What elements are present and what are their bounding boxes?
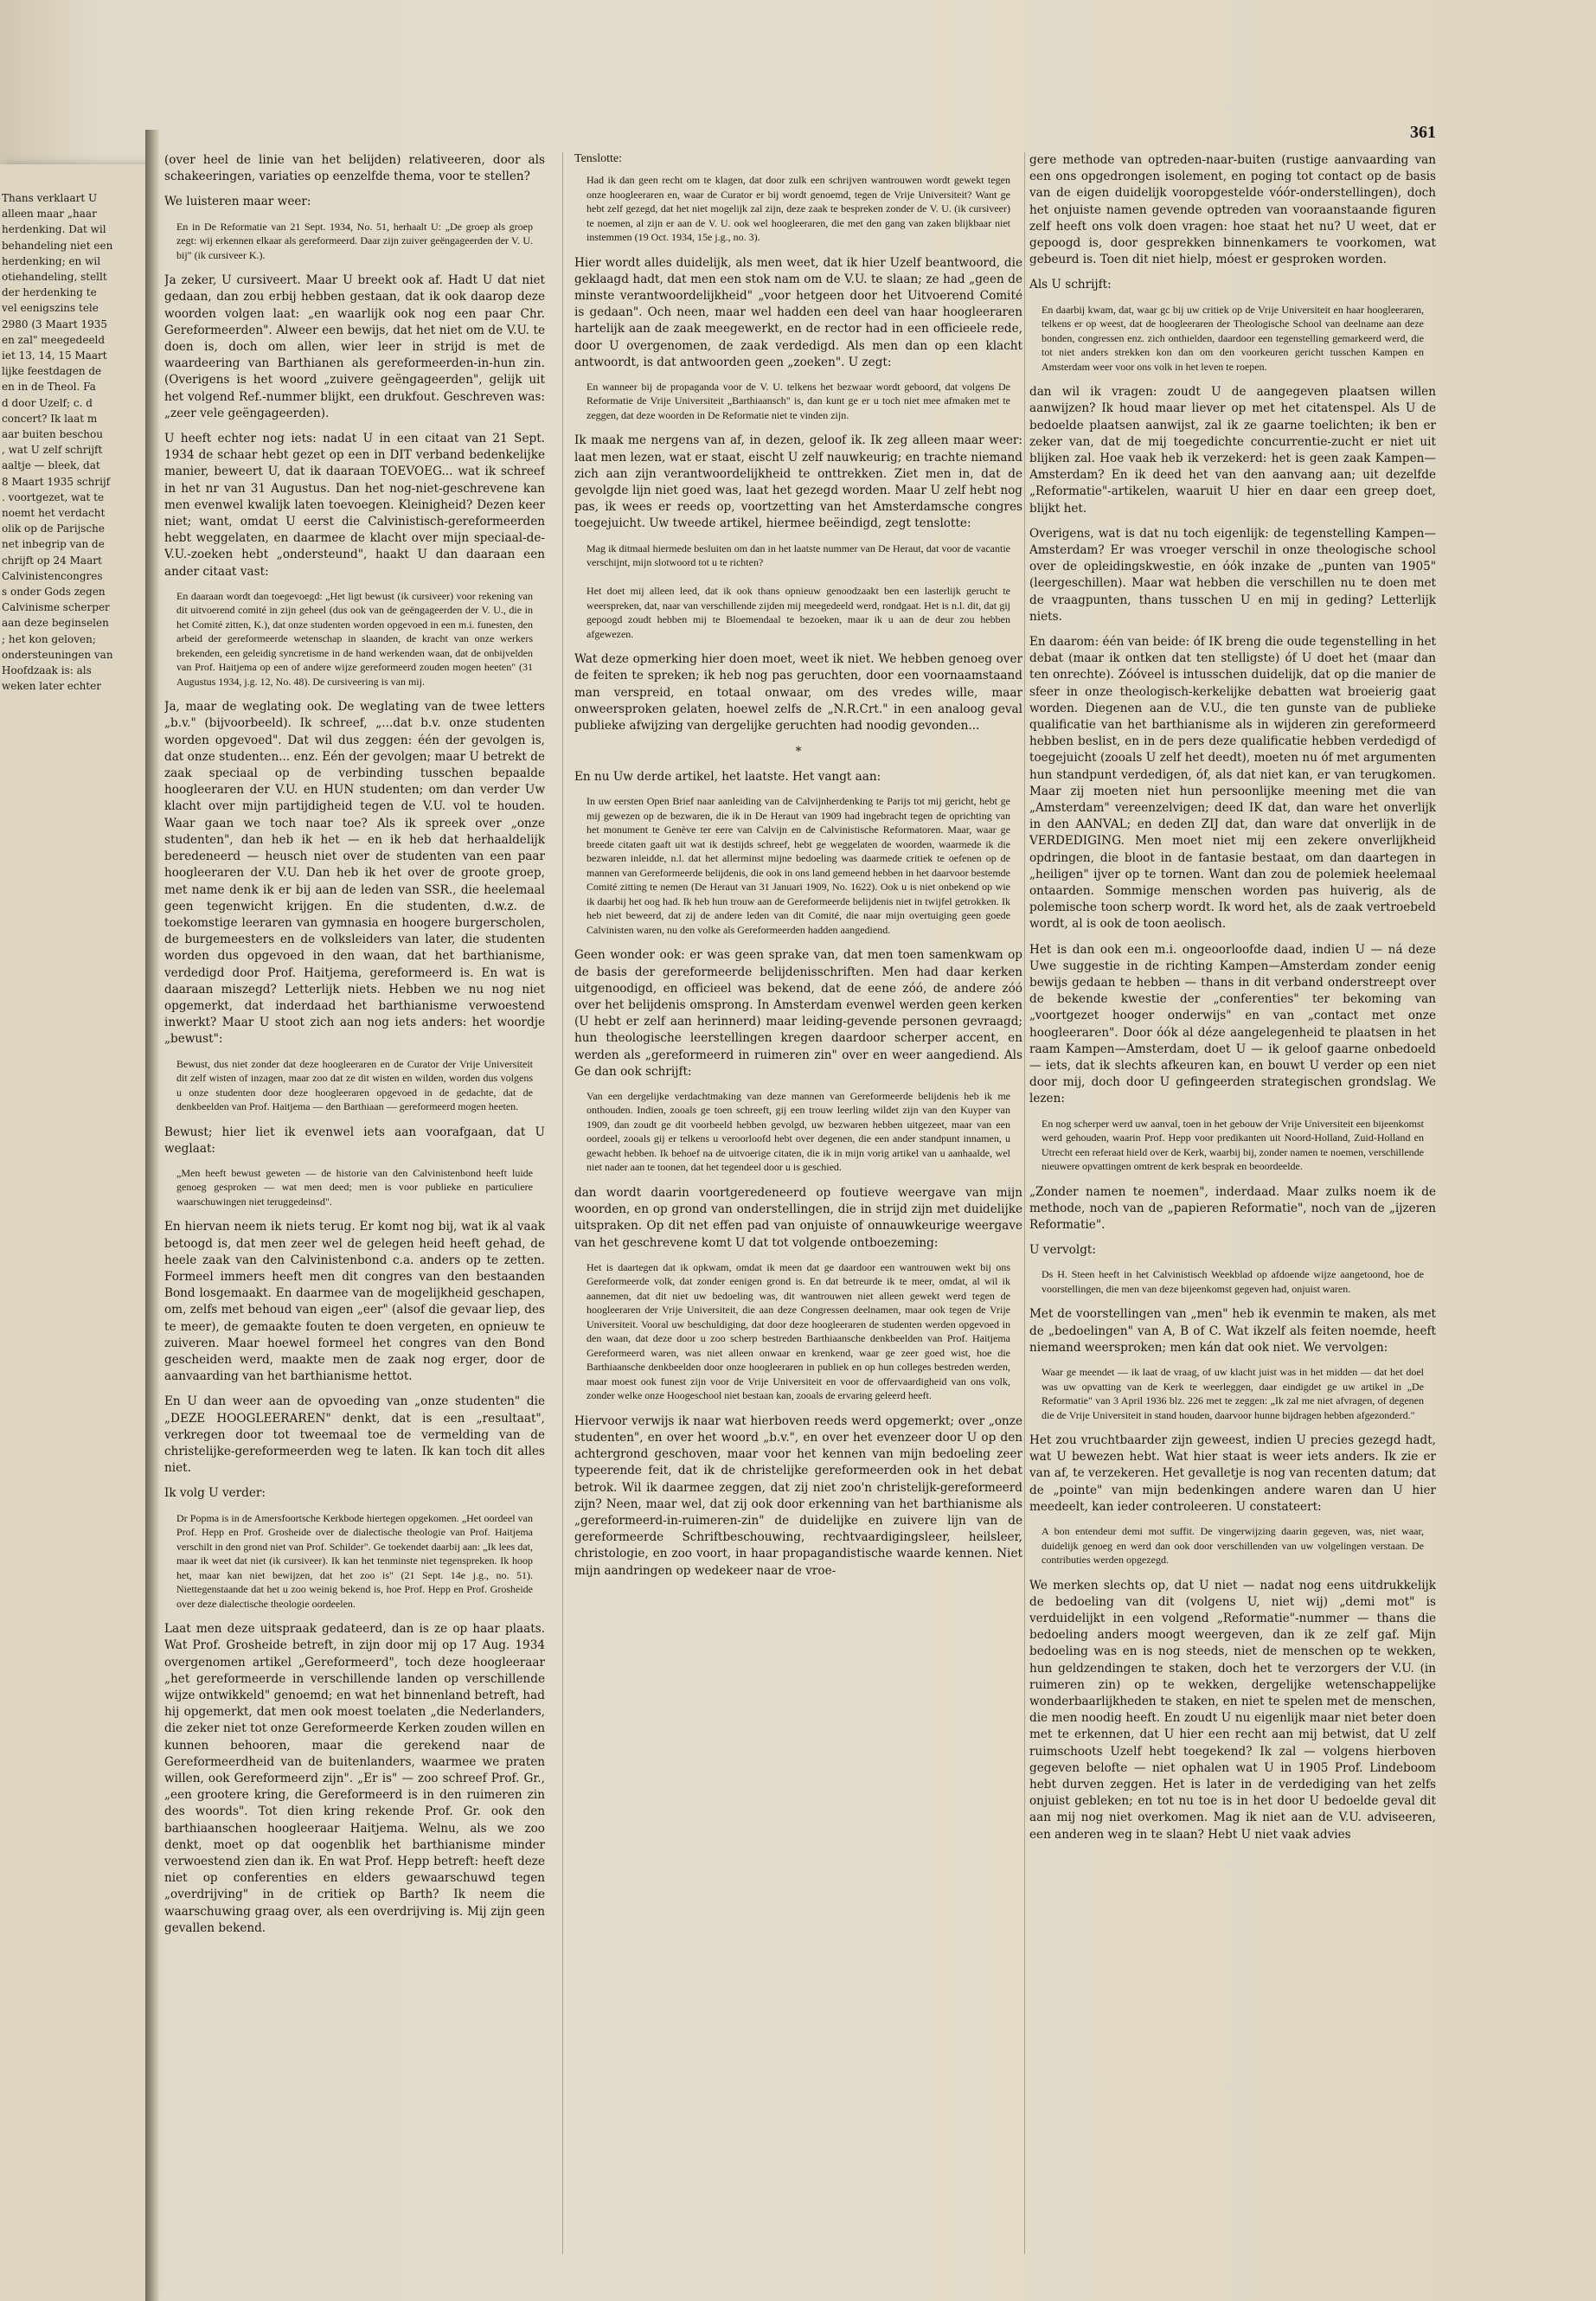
body-text: Geen wonder ook: er was geen sprake van, dat men toen samenkwam op de basis der gereformeerde belijdenisschriften. Men had daar kerken uitgenoodigd, en officieel was bekend, dat de eene zóó, de andere zóó over het belijdenis omsprong. In Amsterdam evenwel werden geen kerken (U hebt er zelf aan herinnerd) maar leiding-gevende personen gevraagd; hun theologische leerstellingen kregen daardoor scherper accent, en werden als „gereformeerd in ruimeren zin" over en weer aangediend. Als Ge dan ook schrijft: xyxy=(574,948,1022,1079)
left-page-text-fragment: net inbegrip van de xyxy=(2,538,105,551)
body-text: Overigens, wat is dat nu toch eigenlijk: de tegenstelling Kampen—Amsterdam? Er was vroeger verschil in onze theologische school over de opleidingskwestie, en óók inzake de „punten van 1905" (leergeschillen). Maar wat hebben die verschillen nu te doen met de vraagpunten, thans tusschen U en mij in geding? Letterlijk niets. xyxy=(1029,526,1436,624)
section-heading: Tenslotte: xyxy=(574,152,623,165)
body-text: gere methode van optreden-naar-buiten (rustige aanvaarding van een ons opgedrongen isolement, en poging tot contact op de basis van de eigen duidelijk vooropgestelde vóór-onderstellingen), doch het onjuiste namen gevende optreden van vooraanstaande figuren zelf heeft ons volk doen vragen: hoe staat het nu? U weet, dat er gepoogd is, door gesprekken binnenkamers te voorkomen, wat gebeurd is. Toen dit niet hielp, móest er gesproken worden. xyxy=(1029,153,1436,267)
left-page-text-fragment: s onder Gods zegen xyxy=(2,586,106,598)
left-page-text-fragment: chrijft op 24 Maart xyxy=(2,554,102,567)
section-divider: * xyxy=(795,745,802,760)
quote: En daarbij kwam, dat, waar gc bij uw critiek op de Vrije Universiteit en haar hoogleeraren, telkens er op weest, dat de hoogleeraren der Theologische School van deelname aan deze bonden, congressen enz. zich onthielden, daardoor een tegenstelling gemarkeerd werd, die tot niet anders strekken kon dan om den voorkeuren gericht tusschen Kampen en Amsterdam weer voor ons volk in het leven te roepen. xyxy=(1042,303,1424,373)
left-page-fragment xyxy=(0,164,147,2301)
body-text: We luisteren maar weer: xyxy=(164,195,311,209)
left-page-text-fragment: otiehandeling, stellt xyxy=(2,271,107,283)
quote: A bon entendeur demi mot suffit. De vingerwijzing daarin gegeven, was, niet waar, duidelijk genoeg en werd dan ook door verschillenden van uw volgelingen verstaan. De contributies werden opgezegd. xyxy=(1042,1525,1424,1567)
left-page-text-fragment: . voortgezet, wat te xyxy=(2,490,105,503)
quote: Mag ik ditmaal hiermede besluiten om dan in het laatste nummer van De Heraut, dat voor de vacantie verschijnt, mijn slotwoord tot u te richten? Het doet mij alleen leed, dat ik ook thans opnieuw genoodzaakt ben een lasterlijk gerucht te weerspreken, dat, naar van verschillende zijden mij meegedeeld werd, rondgaat. Het is n.l. dit, dat gij gepoogd zoudt hebben mij te Bloemendaal te bezoeken, maar ik u aan de deur zou hebben afgewezen. xyxy=(586,542,1010,640)
body-text: En U dan weer aan de opvoeding van „onze studenten" die „DEZE HOOGLEERAREN" denkt, dat is een „resultaat", verkregen door tot tweemaal toe de vermelding van de christelijke-gereformeerden weg te laten. Ik kan toch dit alles niet. xyxy=(164,1394,545,1476)
column-2 xyxy=(574,152,1022,2263)
column-divider xyxy=(1024,152,1025,2254)
body-text: dan wil ik vragen: zoudt U de aangegeven plaatsen willen aanwijzen? Ik houd maar liever op met het citatenspel. Als U de bedoelde plaatsen aanwijst, zal ik ze gaarne toelichten; ik ben er zeker van, dat de mij toegedichte concurrentie-zucht er niet uit blijken zal. Hoe vaak heb ik verzekerd: het is geen zaak Kampen—Amsterdam? En ik deed het van den aanvang aan; uit dezelfde „Reformatie"-artikelen, waaruit U hier en daar een greep doet, blijkt het. xyxy=(1029,385,1436,516)
left-page-text-fragment: en zal" meegedeeld xyxy=(2,333,106,346)
left-page-text-fragment: herdenking; en wil xyxy=(2,254,101,267)
body-text: Hier wordt alles duidelijk, als men weet, dat ik hier Uzelf beantwoord, die geklaagd hadt, dat men een stok nam om de V.U. te slaan; ze had „geen de minste verantwoordelijkheid" „voor hetgeen door het Uitvoerend Comité is gedaan". Och neen, maar wel hadden een deel van haar hoogleeraren hartelijk aan de zaak meegewerkt, en de rector had in een officieele rede, door U overgenomen, de zaak verdedigd. Als men dan op een klacht antwoordt, is dat antwoorden geen „zoeken". U zegt: xyxy=(574,255,1022,369)
left-page-text-fragment: aar buiten beschou xyxy=(2,428,103,440)
body-text: En nu Uw derde artikel, het laatste. Het vangt aan: xyxy=(574,770,881,785)
quote: En nog scherper werd uw aanval, toen in het gebouw der Vrije Universiteit een bijeenkomst werd gehouden, waarin Prof. Hepp voor predikanten uit Noord-Holland, Zuid-Holland en Utrecht een referaat hield over de Kerk, waarbij bij, zonder namen te noemen, verschillende nieuwere opvattingen omtrent de kerk besprak en beoordeelde. xyxy=(1042,1117,1424,1173)
left-page-text-fragment: Hoofdzaak is: als xyxy=(2,664,92,676)
body-text: Laat men deze uitspraak gedateerd, dan is ze op haar plaats. Wat Prof. Grosheide betreft, in zijn door mij op 17 Aug. 1934 overgenomen artikel „Gereformeerd", toch deze hoogleeraar „het gereformeerde in verschillende landen op verschillende wijze ontwikkeld" genoemd; en wat het binnenland betreft, had hij opgemerkt, dat men ook moest toelaten „die Nederlanders, die zeker niet tot onze Gereformeerde Kerken zouden willen en kunnen behooren, maar die gerekend naar de Gereformeerdheid van de buitenlanders, waarmee we praten willen, ook Gereformeerd zijn". „Er is" — zoo schreef Prof. Gr., „een grootere kring, die Gereformeerd is in den ruimeren zin des woords". Tot dien kring rekende Prof. Gr. ook den barthiaanschen hoogleeraar Haitjema. Welnu, als we zoo denkt, moet op dat oogenblik het barthianisme minder verwoestend zien dan ik. En wat Prof. Hepp betreft: heeft deze niet op conferenties en elders gewaarschuwd tegen „overdrijving" in de critiek op Barth? Ik neem die waarschuwing graag over, als een overdrijving is. Mij zijn geen gevallen bekend. xyxy=(164,1622,545,1935)
left-page-text-fragment: d door Uzelf; c. d xyxy=(2,396,93,409)
left-page-text-fragment: noemt het verdacht xyxy=(2,507,106,519)
body-text: Ja, maar de weglating ook. De weglating van de twee letters „b.v." (bijvoorbeeld). Ik schreef, „...dat b.v. onze studenten worden opgevoed". Dat wil dus zeggen: één der gevolgen is, dat onze studenten... enz. Eén der gevolgen; maar U betrekt de zaak speciaal op de verbinding tusschen bepaalde hoogleeraren der V.U. en HUN studenten; om dan verder Uw klacht over mijn partijdigheid tegen de V.U. vol te houden. Waar gaan we toch naar toe? Als ik spreek over „onze studenten", dan heb ik het — en ik heb dat herhaaldelijk beredeneerd — heusch niet over de studenten van een paar hoogleeraren der V.U. Dan heb ik het over de groote groep, met name denk ik er bij aan de leden van SSR., die heelemaal geen tegenwicht krijgen. En die studenten, d.w.z. de toekomstige leeraren van gymnasia en hoogere burgerscholen, de burgemeesters en de volksleiders van later, die studenten worden dus opgevoed in den waan, dat het barthianisme, verdedigd door Prof. Haitjema, gereformeerd is. En wat is daaraan miszegd? Letterlijk niets. Hebben we nu nog niet opgemerkt, dat inderdaad het barthianisme verwoestend inwerkt? Maar U stoot zich aan nog iets anders: het woordje „bewust": xyxy=(164,700,545,1047)
left-page-text-fragment: olik op de Parijsche xyxy=(2,522,105,535)
body-text: Het zou vruchtbaarder zijn geweest, indien U precies gezegd hadt, wat U bewezen hebt. Wat hier staat is weer iets anders. Ik zie er van af, te verzekeren. Het gevalletje is nog van recenten datum; dat de „pointe" van mijn bedenkingen andere waren dan U hier meedeelt, kan ieder controleeren. U constateert: xyxy=(1029,1433,1436,1514)
body-text: U heeft echter nog iets: nadat U in een citaat van 21 Sept. 1934 de schaar hebt gezet op een in DIT verband bedenkelijke manier, beweert U, dat ik daaraan TOEVOEG... wat ik schreef in het nr van 31 Augustus. Dan het nog-niet-geschrevene kan men evenwel kwalijk laten toevoegen. Kleinigheid? Dezen keer niet; want, omdat U eerst die Calvinistisch-gereformeerden hebt weggelaten, en daarmee de klacht over mijn speciaal-de-V.U.-zoeken hebt „ondersteund", haakt U dan daaraan een ander citaat vast: xyxy=(164,431,545,579)
left-page-text-fragment: weken later echter xyxy=(2,680,101,693)
body-text: (over heel de linie van het belijden) relativeeren, door als schakeeringen, variaties op eenzelfde thema, voor te stellen? xyxy=(164,153,545,184)
left-page-text-fragment: alleen maar „haar xyxy=(2,208,97,221)
body-text: Bewust; hier liet ik evenwel iets aan voorafgaan, dat U weglaat: xyxy=(164,1125,545,1156)
left-page-text-fragment: vel eenigszins tele xyxy=(2,302,99,315)
page-gutter xyxy=(145,130,159,2301)
column-3 xyxy=(1029,152,1436,2263)
left-page-text-fragment: 2980 (3 Maart 1935 xyxy=(2,317,107,330)
body-text: „Zonder namen te noemen", inderdaad. Maar zulks noem ik de methode, noch van de „papieren Reformatie", noch van de „ijzeren Reformatie". xyxy=(1029,1184,1436,1233)
left-page-text-fragment: behandeling niet een xyxy=(2,239,113,252)
body-text: Ja zeker, U cursiveert. Maar U breekt ook af. Hadt U dat niet gedaan, dan zou erbij hebben gestaan, dat ik ook daarop deze woorden volgen laat: „en waarlijk ook nog een paar Chr. Gereformeerden". Alweer een bewijs, dat het niet om de V.U. te doen is, doch om allen, wier leer in strijd is met de waardeering van Barthianen als gereformeerden-in-hun zin. (Overigens is het woord „zuivere geëngageerden", gelijk uit het volgend Ref.-nummer blijkt, een drukfout. Geschreven was: „zeer vele geëngageerden). xyxy=(164,273,545,420)
quote: „Men heeft bewust geweten — de historie van den Calvinistenbond heeft luide genoeg gesproken — wat men deed; men is voor publieke en particuliere waarschuwingen niet teruggedeinsd". xyxy=(176,1166,533,1208)
body-text: Met de voorstellingen van „men" heb ik evenmin te maken, als met de „bedoelingen" van A, B of C. Wat ikzelf als feiten noemde, heeft niemand weersproken; men kán dat ook niet. We vervolgen: xyxy=(1029,1307,1436,1355)
left-page-text-fragment: herdenking. Dat wil xyxy=(2,223,106,236)
quote: Had ik dan geen recht om te klagen, dat door zulk een schrijven wantrouwen wordt gewekt tegen onze hoogleeraren en, waar de Curator er bij wordt genoemd, tegen de Vrije Universiteit? Want ge hebt zelf gezegd, dat het niet mogelijk zal zijn, deze zaak te bespreken zonder de V. U. (ik cursiveer) te noemen, al zijn er aan de V. U. ook wel hoogleeraren, die met den gang van zaken blijkbaar niet instemmen (19 Oct. 1934, 15e j.g., no. 3). xyxy=(586,174,1010,243)
quote: En wanneer bij de propaganda voor de V. U. telkens het bezwaar wordt geboord, dat volgens De Reformatie de Vrije Universiteit „Barthiaansch" is, dan kunt ge er u toch niet mee afmaken met te zeggen, dat deze woorden in De Reformatie niet te vinden zijn. xyxy=(586,380,1010,421)
body-text: We merken slechts op, dat U niet — nadat nog eens uitdrukkelijk de bedoeling van dit (volgens U, niet wij) „demi mot" is verduidelijkt in een volgend „Reformatie"-nummer — thans die bedoeling anders moogt weergeven, dan ik ze zelf gaf. Mijn bedoeling was en is nog steeds, niet de menschen op te wekken, hun geldzendingen te staken, doch het te verzorgers der V.U. (in ruimeren zin) op te wekken, dergelijke wetenschappelijke wonderbaarlijkheden te staken, en niet te spelen met de menschen, die men noodig heeft. En zoudt U nu eigenlijk maar niet beter doen met te erkennen, dat U hier een recht aan mij betwist, dat U zelf ruimschoots Uzelf hebt toegekend? Ik zal — volgens hierboven gegeven belofte — niet ophalen wat U in 1905 Prof. Lindeboom hebt durven zeggen. Het is later in de verdediging van het zelfs onjuist gebleken; en tot nu toe is in het door U bedoelde geval dit aan mij nog niet overkomen. Mag ik niet aan de V.U. adviseeren, een anderen weg in te slaan? Hebt U niet vaak advies xyxy=(1029,1578,1436,1842)
page-number: 361 xyxy=(1410,123,1436,142)
left-page-text-fragment: 8 Maart 1935 schrijf xyxy=(2,475,111,488)
left-page-text-fragment: Calvinisme scherper xyxy=(2,601,110,614)
left-page-text-fragment: en in de Theol. Fa xyxy=(2,381,96,394)
body-text: Wat deze opmerking hier doen moet, weet ik niet. We hebben genoeg over de feiten te spreken; ik heb nog pas geruchten, door een voornaamstaand man verspreid, en totaal onwaar, om des vredes wille, maar onweersproken gelaten, hoewel zelfs de „N.R.Crt." in een analoog geval publieke afwijzing van dergelijke geruchten had noodig gevonden... xyxy=(574,652,1022,733)
quote: Waar ge meendet — ik laat de vraag, of uw klacht juist was in het midden — dat het doel was uw opvatting van de Kerk te weerleggen, daar eindigdet ge uw artikel in „De Reformatie" van 3 April 1936 blz. 226 met te zeggen: „Ik zal me niet afvragen, of degenen die de Vrije Universiteit in stand houden, daarvoor hunne bijdragen hebben afgezonderd." xyxy=(1042,1366,1424,1421)
left-page-text-fragment: ondersteuningen van xyxy=(2,648,113,661)
body-text: En daarom: één van beide: óf IK breng die oude tegenstelling in het debat (maar ik ontken dat ten stelligste) óf U doet het (maar dan ten onrechte). Zóóveel is intusschen duidelijk, dat op die manier de sfeer in onze theologisch-kerkelijke debatten wat broeierig gaat worden. Diegenen aan de V.U., die ten gunste van de publieke qualificatie van het barthianisme als in wijderen zin gereformeerd hebben beslist, en in de pers deze qualificatie hebben verdedigd of toegejuicht (zooals U zelf het deedt), moeten nu óf met argumenten hun standpunt verdedigen, óf, als dat niet kan, er van terugkomen. Maar zij moeten niet hun persoonlijke meening met die van „Amsterdam" vereenzelvigen; deed IK dat, dan ware het onverlijk in den AANVAL; en deden ZIJ dat, dan ware dat onverlijk in de VERDEDIGING. Men moet niet mij een zekere onverlijkheid opdringen, die bloot in de fantasie bestaat, om dan daartegen in „heiligen" ijver op te tornen. Want dan zou de polemiek heelemaal ontaarden. Sommige menschen worden pas huiverig, als de polemische toon scherp wordt. Ik word het, als de zaak vertroebeld wordt, al is ook de toon aeolisch. xyxy=(1029,634,1436,932)
left-page-text-fragment: Calvinistencongres xyxy=(2,569,103,582)
quote: In uw eersten Open Brief naar aanleiding van de Calvijnherdenking te Parijs tot mij gericht, hebt ge mij gewezen op de bezwaren, die ik in De Heraut van 1909 had ingebracht tegen de oprichting van het monument te Genève ter eere van Calvijn en de Calvinistische Reformatoren. Maar, waar ge breede citaten gaaft uit wat ik destijds schreef, hebt ge weggelaten de woorden, waarmede ik die bezwaren inleidde, n.l. dat het allerminst mijne bedoeling was daarmede critiek te oefenen op de mannen van Gereformeerde belijdenis, die ook in ons land gemeend hebben in het daarvoor bestemde Comité zitting te nemen (De Heraut van 31 Januari 1909, No. 1622). Ook u is niet onbekend op wie ik daarbij het oog had. Ik heb hun trouw aan de Gereformeerde belijdenis niet in twijfel getrokken. Ik heb niet beweerd, dat zij de andere leden van dit Comité, die naar mijn overtuiging geen goede Calvinisten waren, nu den volke als Gereformeerden hadden aangediend. xyxy=(586,795,1010,936)
quote: Bewust, dus niet zonder dat deze hoogleeraren en de Curator der Vrije Universiteit dit zelf wisten of inzagen, maar zoo dat ze dit wisten en wilden, worden dus volgens u onze studenten door deze hoogleeraren opgevoed in de gedachte, dat de denkbeelden van Prof. Haitjema — den Barthiaan — gereformeerd mogen heeten. xyxy=(176,1057,533,1113)
left-page-text-fragment: aan deze beginselen xyxy=(2,617,109,630)
left-page-text-fragment: concert? Ik laat m xyxy=(2,412,98,425)
body-text: Het is dan ook een m.i. ongeoorloofde daad, indien U — ná deze Uwe suggestie in de richting Kampen—Amsterdam zonder eenig bewijs gedaan te hebben — thans in dit verband onderstreept over de bekende kwestie der „conferenties" ter bekoming van „voortgezet hooger onderwijs" en van „contact met onze hoogleeraren". Door óók al déze aangelegenheid te plaatsen in het raam Kampen—Amsterdam, doet U — ik geloof gaarne onbedoeld — iets, dat ik slechts afkeuren kan, en bouwt U verder op een niet door mij, doch door U gefingeerden strategischen grondslag. We lezen: xyxy=(1029,942,1436,1106)
quote: En daaraan wordt dan toegevoegd: „Het ligt bewust (ik cursiveer) voor rekening van dit uitvoerend comité in zijn geheel (dus ook van de geëngageerden der V. U., die in het Comité zitten, K.), dat onze studenten worden opgevoed in een m.i. funesten, den arbeid der gereformeerde wetenschap in slaanden, de kracht van onze werkers brekenden, een geleidig syncretisme in de hand werkenden waan, dat de onbijvelden van Prof. Haitjema op een of andere wijze gereformeerd zouden mogen heeten" (31 Augustus 1934, j.g. 12, No. 48). De cursiveering is van mij. xyxy=(176,589,533,688)
left-page-text-fragment: der herdenking te xyxy=(2,286,97,299)
left-page-text-fragment: iet 13, 14, 15 Maart xyxy=(2,349,107,362)
left-page-text-fragment: Thans verklaart U xyxy=(2,192,98,204)
body-text: U vervolgt: xyxy=(1029,1243,1096,1258)
quote: Van een dergelijke verdachtmaking van deze mannen van Gereformeerde belijdenis heb ik me onthouden. Indien, zooals ge toen schreeft, gij een trouw leerling wildet zijn van den Kuyper van 1909, dan zoudt ge dit voorbeeld hebben gevolgd, uw bezwaren hebben uitgezeet, maar van een oordeel, zooals gij er telkens u veroorloofd hebt over degenen, die een ander standpunt innamen, u gewacht hebben. Ik behoef na de uitvoerige citaten, die ik in mijn vorig artikel van u aanhaalde, wel niet nader aan te toonen, dat het tegendeel door u is geschied. xyxy=(586,1089,1010,1174)
quote: Dr Popma is in de Amersfoortsche Kerkbode hiertegen opgekomen. „Het oordeel van Prof. Hepp en Prof. Grosheide over de dialectische theologie van Prof. Haitjema verschilt in den grond niet van Prof. Schilder". Ge toekendet daarbij aan: „Ik lees dat, maar ik weet dat niet (ik cursiveer). Ik kan het tenminste niet tegenspreken. Ik hoop het, maar kan niet bewijzen, dat het zoo is" (21 Sept. 14e j.g., no. 51). Niettegenstaande dat het u zoo weinig bekend is, hoe Prof. Hepp en Prof. Grosheide over deze dialectische theologie oordeelen. xyxy=(176,1511,533,1610)
quote: Ds H. Steen heeft in het Calvinistisch Weekblad op afdoende wijze aangetoond, hoe de voorstellingen, die men van deze bijeenkomst gegeven had, onjuist waren. xyxy=(1042,1268,1424,1295)
left-page-text-fragment: lijke feestdagen de xyxy=(2,365,102,378)
body-text: dan wordt daarin voortgeredeneerd op foutieve weergave van mijn woorden, en op grond van onderstellingen, die in strijd zijn met duidelijke uitspraken. Op dit net effen pad van onjuiste of onnauwkeurige weergave van het geschrevene komt U dat tot volgende ontboezeming: xyxy=(574,1185,1022,1250)
body-text: Als U schrijft: xyxy=(1029,278,1112,292)
left-page-text-fragment: ; het kon geloven; xyxy=(2,632,96,645)
column-divider xyxy=(562,152,563,2254)
quote: Het is daartegen dat ik opkwam, omdat ik meen dat ge daardoor een wantrouwen wekt bij ons Gereformeerde volk, dat zonder eenigen grond is. En dat betreurde ik te meer, omdat, al wil ik aannemen, dat dit niet uw bedoeling was, dit wantrouwen niet alleen gewekt werd tegen de hoogleeraren der Vrije Universiteit, die aan deze Congressen deelnamen, maar ook tegen de Vrije Universiteit. Vooral uw beschuldiging, dat door deze hoogleeraren de studenten werden opgevoed in den waan, dat deze door u zoo scherp bestreden Barthiaansche denkbeelden van Prof. Haitjema Gereformeerd waren, was niet alleen onwaar en krenkend, waar ge zeer goed wist, hoe die Barthiaansche denkbeelden door onze hoogleeraren in publiek en op hun colleges bestreden werden, maar moest ook funest zijn voor de Vrije Universiteit en voor de offervaardigheid van ons volk, zonder welke onze Hoogeschool niet bestaan kan, zooals de ervaring geleerd heeft. xyxy=(586,1260,1010,1402)
body-text: Ik volg U verder: xyxy=(164,1486,266,1501)
column-1 xyxy=(164,152,545,2263)
body-text: Hiervoor verwijs ik naar wat hierboven reeds werd opgemerkt; over „onze studenten", en over het woord „b.v.", en over het evenzeer door U op den achtergrond geschoven, maar voor het kennen van mijn bedoeling zeer typeerende feit, dat ik de christelijke gereformeerden ook in het debat betrok. Wil ik daarmee zeggen, dat zij niet zoo'n christelijk-gereformeerd zijn? Neen, maar wel, dat zij ook door erkenning van het barthianisme als „gereformeerd-in-ruimeren-zin" de duidelijke en zuivere lijn van de gereformeerde Schriftbeschouwing, rechtvaardigingsleer, heilsleer, christologie, en zoo voort, in haar propagandistische waarde kennen. Niet mijn aandringen op wedekeer naar de vroe- xyxy=(574,1413,1022,1578)
left-page-text-fragment: , wat U zelf schrijft xyxy=(2,444,103,457)
quote: En in De Reformatie van 21 Sept. 1934, No. 51, herhaalt U: „De groep als groep zegt: wij erkennen elkaar als gereformeerd. Daar zijn zuiver geëngageerden der V. U. bij" (ik cursiveer K.). xyxy=(176,220,533,261)
body-text: En hiervan neem ik niets terug. Er komt nog bij, wat ik al vaak betoogd is, dat men zeer wel de gelegen heid heeft gehad, de heele zaak van den Calvinistenbond c.a. anders op te zetten. Formeel immers heeft men dit congres van den bestaanden Bond losgemaakt. En daarmee van de mogelijkheid geschapen, om, zelfs met behoud van eigen „eer" (alsof die gevaar liep, des te meer), de gemaakte fouten te doen vergeten, en opnieuw te zuiveren. Maar hoewel formeel het congres van den Bond gescheiden werd, maakte men de zaak nog erger, door de aanvaarding van het barthianisme hettot. xyxy=(164,1220,545,1384)
body-text: Ik maak me nergens van af, in dezen, geloof ik. Ik zeg alleen maar weer: laat men lezen, wat er staat, eischt U zelf nauwkeurig; en trachte niemand zich aan zijn verantwoordelijkheid te onttrekken. Ziet men in, dat de gevolgde lijn niet goed was, laat het gezegd worden. Maar U zelf hebt nog pas, ik wees er reeds op, voortzetting van het Amsterdamsche congres toegejuicht. Uw tweede artikel, hiermee beëindigd, zegt tenslotte: xyxy=(574,433,1022,531)
left-page-text-fragment: aaltje — bleek, dat xyxy=(2,459,100,472)
